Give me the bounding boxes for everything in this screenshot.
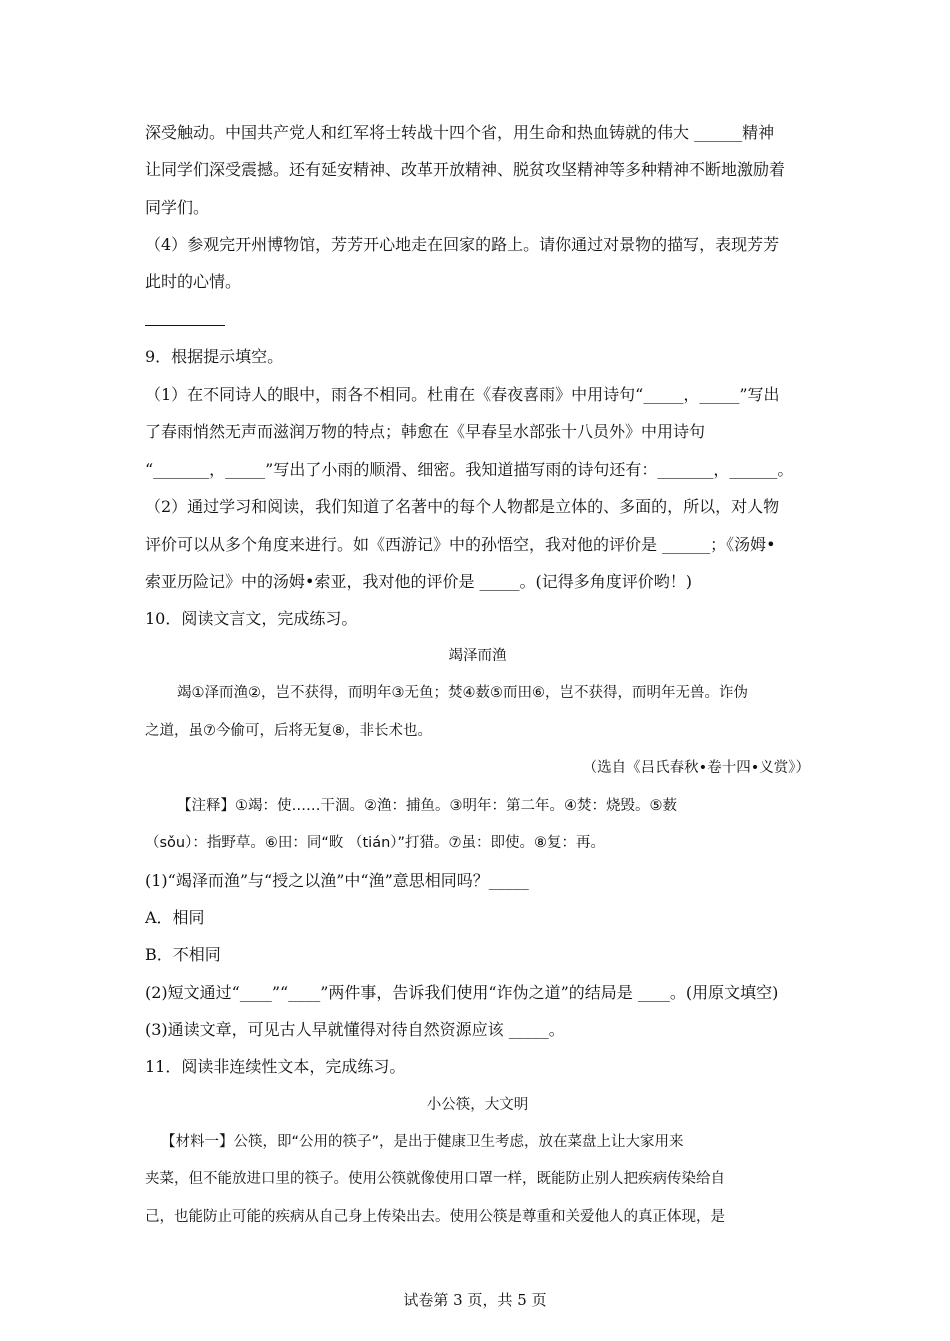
q10-source: （选自《吕氏春秋•卷十四•义赏》） [582, 760, 810, 776]
q10-title: 10．阅读文言文，完成练习。 [145, 609, 358, 628]
q8-text-line-1: 深受触动。中国共产党人和红军将士转战十四个省，用生命和热血铸就的伟大 ______精神 [145, 123, 775, 142]
q11-material1-line-1: 【材料一】公筷，即“公用的筷子”，是出于健康卫生考虑，放在菜盘上让大家用来 [161, 1134, 684, 1150]
q9-title: 9．根据提示填空。 [145, 347, 284, 366]
q8-part4-line-2: 此时的心情。 [145, 272, 242, 291]
q10-option-a: A．相同 [145, 908, 205, 927]
page-footer: 试卷第 3 页，共 5 页 [403, 1291, 547, 1309]
q10-sub-question-3: (3)通读文章，可见古人早就懂得对待自然资源应该 _____。 [145, 1020, 565, 1039]
q9-part2-line-2: 评价可以从多个角度来进行。如《西游记》中的孙悟空，我对他的评价是 ______；《汤姆• [145, 535, 776, 554]
q9-part1-line-3: “_______，_____”写出了小雨的顺滑、细密。我知道描写雨的诗句还有：_______，______。 [145, 460, 794, 479]
q9-part2-line-1: （2）通过学习和阅读，我们知道了名著中的每个人物都是立体的、多面的，所以，对人物 [145, 497, 780, 516]
q11-material1-line-2: 夹菜，但不能放进口里的筷子。使用公筷就像使用口罩一样，既能防止别人把疾病传染给自 [145, 1171, 725, 1187]
q10-sub-question-2: (2)短文通过“____”“____”两件事，告诉我们使用“诈伪之道”的结局是 ____。(用原文填空) [145, 983, 779, 1002]
q11-passage-title: 小公筷，大文明 [426, 1097, 529, 1113]
q10-passage-title: 竭泽而渔 [448, 648, 507, 664]
answer-blank-line [145, 325, 225, 326]
q9-part1-line-1: （1）在不同诗人的眼中，雨各不相同。杜甫在《春夜喜雨》中用诗句“_____，_____”写出 [145, 385, 780, 404]
q11-title: 11．阅读非连续性文本，完成练习。 [145, 1057, 406, 1076]
q10-option-b: B．不相同 [145, 945, 221, 964]
q10-notes-line-2: （sǒu）：指野草。⑥田：同“畋 （tián）”打猎。⑦虽：即使。⑧复：再。 [145, 835, 606, 851]
q11-material1-line-3: 己，也能防止可能的疾病从自己身上传染出去。使用公筷是尊重和关爱他人的真正体现，是 [145, 1209, 725, 1225]
q8-text-line-3: 同学们。 [145, 198, 210, 217]
q10-passage-line-1: 竭①泽而渔②，岂不获得，而明年③无鱼；焚④薮⑤而田⑥，岂不获得，而明年无兽。诈伪 [177, 685, 748, 701]
q8-text-line-2: 让同学们深受震撼。还有延安精神、改革开放精神、脱贫攻坚精神等多种精神不断地激励着 [145, 160, 786, 179]
q9-part1-line-2: 了春雨悄然无声而滋润万物的特点；韩愈在《早春呈水部张十八员外》中用诗句 [145, 422, 706, 441]
q10-sub-question-1: (1)“竭泽而渔”与“授之以渔”中“渔”意思相同吗？_____ [145, 871, 529, 890]
q8-part4-line-1: （4）参观完开州博物馆，芳芳开心地走在回家的路上。请你通过对景物的描写，表现芳芳 [145, 235, 780, 254]
q9-part2-line-3: 索亚历险记》中的汤姆•索亚，我对他的评价是 _____。(记得多角度评价哟！) [145, 572, 693, 591]
q10-passage-line-2: 之道，虽⑦今偷可，后将无复⑧，非长术也。 [145, 723, 432, 739]
q10-notes-line-1: 【注释】①竭：使……干涸。②渔：捕鱼。③明年：第二年。④焚：烧毁。⑤薮 [177, 798, 677, 814]
